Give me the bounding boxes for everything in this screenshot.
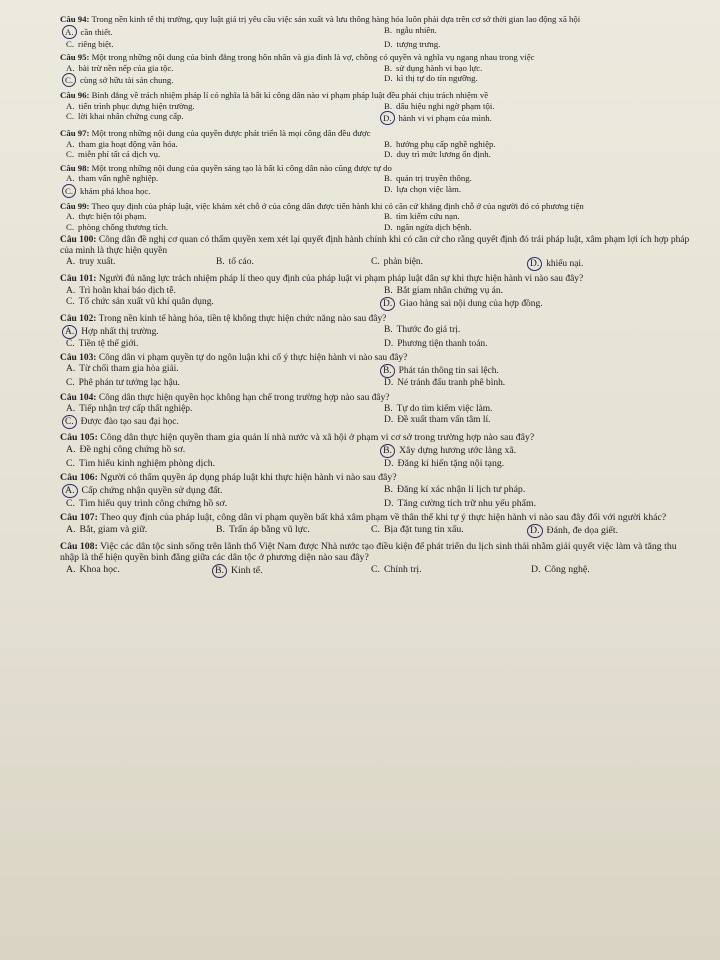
question-number: Câu 97: <box>60 128 90 138</box>
option-letter: B. <box>384 138 393 149</box>
answer-option[interactable] <box>60 484 378 498</box>
question-text: Một trong những nội dung của quyền sáng tạo là bất kì công dân nào cũng được tự do <box>91 162 392 173</box>
option-letter: D. <box>384 73 393 83</box>
answer-option[interactable] <box>60 211 378 222</box>
answer-option[interactable] <box>60 149 378 160</box>
circled-option-letter: C. <box>62 184 76 198</box>
answer-option[interactable] <box>525 257 696 271</box>
question-block <box>60 393 696 429</box>
option-text: kì thị tự do tín ngưỡng. <box>396 73 478 83</box>
option-text: Tăng cường tích trữ nhu yếu phẩm. <box>397 497 537 509</box>
answer-option[interactable] <box>378 297 696 311</box>
option-text: Được đào tạo sau đại học. <box>80 417 179 428</box>
option-text: Từ chối tham gia hòa giải. <box>79 364 179 375</box>
question-text: Người có thẩm quyền áp dụng pháp luật khi thực hiện hành vi nào sau đây? <box>100 472 397 484</box>
answer-option[interactable] <box>60 39 378 50</box>
answer-option[interactable] <box>365 257 525 271</box>
circled-option-letter: C. <box>62 73 76 87</box>
answer-option[interactable] <box>378 111 696 125</box>
answer-options <box>60 257 696 271</box>
option-letter: A. <box>66 62 75 73</box>
question-block <box>60 472 696 509</box>
answer-option[interactable] <box>378 325 696 339</box>
question-number: Câu 108: <box>60 540 98 552</box>
answer-option[interactable] <box>378 484 696 498</box>
option-text: Kinh tế. <box>230 564 263 576</box>
question-stem <box>60 353 696 364</box>
option-text: duy trì mức lương ổn định. <box>396 149 491 159</box>
option-letter: A. <box>66 100 75 111</box>
option-letter: A. <box>66 443 76 455</box>
answer-option[interactable] <box>60 63 378 74</box>
question-text: Công dân thực hiện quyền học không hạn chế trong trường hợp nào sau đây? <box>98 392 390 403</box>
option-text: Tìm hiểu kinh nghiệm phòng dịch. <box>78 457 216 469</box>
option-letter: B. <box>216 257 225 268</box>
answer-option[interactable] <box>525 564 696 578</box>
option-letter: D. <box>384 38 393 49</box>
answer-options <box>60 139 696 160</box>
question-number: Câu 103: <box>60 353 97 364</box>
question-text: Theo quy định của pháp luật, việc khám xét chỗ ở của công dân được tiến hành khi có căn cứ khẳng định chỗ ở của người đó có phương tiện <box>91 200 584 211</box>
question-text: Việc các dân tộc sinh sống trên lãnh thổ Việt Nam được Nhà nước tạo điều kiện để phát triển du lịch sinh thái nhằm giải quyết việc làm và tăng thu nhập là thể hiện quyền bình đẳng giữa các dân tộc ở phương diện nào sau đây? <box>60 540 677 564</box>
option-text: Trì hoãn khai báo dịch tễ. <box>79 285 176 296</box>
question-number: Câu 105: <box>60 432 98 444</box>
option-text: khám phá khoa học. <box>80 185 151 196</box>
circled-option-letter: D. <box>527 524 543 538</box>
option-text: hưởng phụ cấp nghề nghiệp. <box>396 138 496 149</box>
option-letter: A. <box>66 173 75 183</box>
answer-options <box>60 404 696 429</box>
answer-option[interactable] <box>378 173 696 184</box>
option-letter: D. <box>531 563 541 575</box>
option-letter: B. <box>384 325 393 336</box>
option-text: lời khai nhân chứng cung cấp. <box>78 111 184 121</box>
answer-option[interactable] <box>378 25 696 39</box>
circled-option-letter: A. <box>62 484 78 498</box>
question-stem <box>60 432 696 444</box>
option-letter: C. <box>371 563 380 575</box>
answer-option[interactable] <box>60 286 378 297</box>
circled-option-letter: D. <box>527 257 542 271</box>
option-letter: A. <box>66 257 76 268</box>
question-block <box>60 512 696 538</box>
option-text: Tiền tệ thế giới. <box>78 339 139 350</box>
answer-option[interactable] <box>378 149 696 160</box>
option-letter: D. <box>384 457 394 469</box>
answer-option[interactable] <box>378 444 696 458</box>
question-text: Một trong những nội dung của bình đẳng trong hôn nhân và gia đình là vợ, chồng có quyền và nghĩa vụ ngang nhau trong việc <box>91 52 535 62</box>
option-text: cần thiết. <box>80 26 113 37</box>
question-stem <box>60 90 696 101</box>
option-text: tham gia hoạt động văn hóa. <box>78 138 178 149</box>
question-number: Câu 96: <box>60 90 90 100</box>
option-text: tiến trình phục dựng hiện trường. <box>78 100 195 111</box>
answer-option[interactable] <box>210 564 365 578</box>
option-letter: C. <box>66 497 75 509</box>
answer-option[interactable] <box>60 101 378 112</box>
question-block <box>60 201 696 233</box>
option-text: Đăng kí hiến tặng nội tạng. <box>397 457 505 469</box>
question-number: Câu 100: <box>60 235 97 245</box>
question-block <box>60 353 696 389</box>
option-letter: C. <box>371 257 380 268</box>
option-text: Bắt giam nhân chứng vụ án. <box>396 285 503 296</box>
option-text: Hợp nhất thị trường. <box>81 327 159 338</box>
answer-option[interactable] <box>378 222 696 233</box>
option-letter: C. <box>66 38 75 49</box>
option-letter: C. <box>66 221 75 232</box>
answer-option[interactable] <box>60 498 378 510</box>
answer-option[interactable] <box>60 73 378 87</box>
option-letter: A. <box>66 523 76 535</box>
answer-options <box>60 564 696 578</box>
answer-option[interactable] <box>60 222 378 233</box>
answer-option[interactable] <box>378 498 696 510</box>
option-letter: D. <box>384 183 393 194</box>
option-text: thực hiện tội phạm. <box>78 211 147 221</box>
answer-options <box>60 286 696 311</box>
option-letter: B. <box>384 483 393 495</box>
question-number: Câu 107: <box>60 512 98 524</box>
question-text: Một trong những nội dung của quyền được phát triển là mọi công dân đều được <box>91 128 371 138</box>
question-stem <box>60 163 696 174</box>
answer-option[interactable] <box>60 257 210 271</box>
option-text: Tiếp nhận trợ cấp thất nghiệp. <box>79 403 193 414</box>
question-block <box>60 314 696 350</box>
option-letter: D. <box>384 221 393 232</box>
question-stem <box>60 14 696 25</box>
circled-option-letter: D. <box>380 297 395 311</box>
option-letter: A. <box>66 138 75 149</box>
circled-option-letter: C. <box>62 415 77 429</box>
question-block <box>60 90 696 125</box>
question-block <box>60 163 696 198</box>
option-letter: C. <box>66 339 75 350</box>
circled-option-letter: A. <box>62 25 77 39</box>
option-text: Chính trị. <box>383 563 422 575</box>
option-letter: A. <box>66 403 76 414</box>
answer-option[interactable] <box>60 524 210 538</box>
option-text: Phát tán thông tin sai lệch. <box>398 366 499 377</box>
question-number: Câu 94: <box>60 14 90 24</box>
option-text: Cấp chứng nhận quyền sử dụng đất. <box>81 484 223 496</box>
option-text: tham vấn nghề nghiệp. <box>78 173 159 183</box>
option-text: Tự do tìm kiếm việc làm. <box>396 403 493 414</box>
answer-option[interactable] <box>525 524 696 538</box>
answer-option[interactable] <box>60 325 378 339</box>
circled-option-letter: B. <box>380 364 395 378</box>
question-stem <box>60 52 696 63</box>
option-letter: C. <box>66 111 75 121</box>
question-block <box>60 432 696 469</box>
question-text: Công dân thực hiện quyền tham gia quản lí nhà nước và xã hội ở phạm vi cơ sở trong trường hợp nào sau đây? <box>100 432 535 444</box>
question-block <box>60 541 696 578</box>
option-letter: B. <box>384 62 393 73</box>
question-number: Câu 99: <box>60 200 90 211</box>
answer-option[interactable] <box>60 564 210 578</box>
question-block <box>60 14 696 49</box>
option-text: Khoa học. <box>79 563 120 575</box>
option-letter: C. <box>371 523 380 535</box>
answer-option[interactable] <box>378 139 696 150</box>
question-stem <box>60 235 696 257</box>
option-letter: A. <box>66 211 75 221</box>
answer-option[interactable] <box>60 415 378 429</box>
option-text: Thước đo giá trị. <box>396 325 461 336</box>
option-text: phản biện. <box>383 257 423 268</box>
option-text: Phê phán tư tưởng lạc hậu. <box>78 378 180 389</box>
question-text: Trong nền kinh tế hàng hóa, tiền tệ không thực hiện chức năng nào sau đây? <box>98 313 387 324</box>
question-text: Theo quy định của pháp luật, công dân vi phạm quyền bất khả xâm phạm về thân thể khi tự ý thực hiện hành vi nào sau đây đối với người khác? <box>100 512 667 524</box>
answer-option[interactable] <box>60 173 378 184</box>
option-text: phòng chống thương tích. <box>78 221 169 232</box>
option-letter: B. <box>216 523 225 535</box>
option-letter: D. <box>384 378 394 389</box>
question-block <box>60 128 696 160</box>
answer-option[interactable] <box>378 458 696 470</box>
option-text: Xây dựng hương ước làng xã. <box>398 444 517 456</box>
answer-option[interactable] <box>60 25 378 39</box>
question-number: Câu 101: <box>60 274 97 285</box>
answer-option[interactable] <box>378 415 696 429</box>
option-text: tố cáo. <box>228 257 254 268</box>
option-letter: B. <box>384 285 393 296</box>
answer-option[interactable] <box>378 101 696 112</box>
option-text: tượng trưng. <box>396 38 441 49</box>
option-text: dấu hiệu nghi ngờ phạm tội. <box>396 100 495 111</box>
answer-options <box>60 25 696 50</box>
answer-option[interactable] <box>60 139 378 150</box>
answer-option[interactable] <box>378 184 696 198</box>
answer-options <box>60 484 696 510</box>
option-text: Phương tiện thanh toán. <box>397 339 488 350</box>
option-letter: D. <box>384 415 394 426</box>
answer-option[interactable] <box>60 297 378 311</box>
question-number: Câu 95: <box>60 52 90 62</box>
answer-option[interactable] <box>60 364 378 378</box>
option-text: Công nghệ. <box>544 563 590 575</box>
question-number: Câu 104: <box>60 392 97 403</box>
option-text: quản trị truyền thông. <box>396 173 472 183</box>
answer-option[interactable] <box>378 39 696 50</box>
answer-options <box>60 524 696 538</box>
circled-option-letter: D. <box>380 111 395 125</box>
question-text: Bình đẳng về trách nhiệm pháp lí có nghĩa là bất kì công dân nào vi phạm pháp luật đều phải chịu trách nhiệm về <box>91 90 489 100</box>
option-text: Trấn áp bằng vũ lực. <box>228 523 310 535</box>
answer-option[interactable] <box>378 63 696 74</box>
option-text: ngẫu nhiên. <box>396 24 437 35</box>
answer-option[interactable] <box>60 339 378 350</box>
option-text: hành vi vi phạm của mình. <box>398 113 492 123</box>
option-letter: A. <box>66 364 76 375</box>
option-text: miễn phí tất cả dịch vụ. <box>78 149 161 159</box>
question-stem <box>60 274 696 285</box>
option-text: Tìm hiểu quy trình công chứng hồ sơ. <box>78 497 228 509</box>
answer-option[interactable] <box>378 339 696 350</box>
option-letter: D. <box>384 497 394 509</box>
answer-option[interactable] <box>60 444 378 458</box>
option-text: tìm kiếm cứu nạn. <box>396 211 460 221</box>
option-letter: B. <box>384 24 393 35</box>
question-text: Công dân đề nghị cơ quan có thẩm quyền xem xét lại quyết định hành chính khi có căn cứ cho rằng quyết định đó trái pháp luật, xâm phạm lợi ích hợp pháp của mình là thực hiện quyền <box>60 235 690 257</box>
option-text: Giao hàng sai nội dung của hợp đồng. <box>399 298 543 309</box>
option-text: ngăn ngừa dịch bệnh. <box>396 221 472 232</box>
answer-option[interactable] <box>378 364 696 378</box>
answer-option[interactable] <box>210 524 365 538</box>
option-text: Đánh, đe dọa giết. <box>546 524 619 536</box>
question-number: Câu 102: <box>60 313 97 324</box>
option-text: Bắt, giam và giữ. <box>79 523 148 535</box>
answer-options <box>60 211 696 232</box>
question-number: Câu 98: <box>60 162 90 173</box>
answer-option[interactable] <box>378 211 696 222</box>
question-stem <box>60 201 696 212</box>
option-text: sử dụng hành vi bạo lực. <box>396 62 483 73</box>
option-letter: C. <box>66 378 75 389</box>
question-stem <box>60 393 696 404</box>
answer-options <box>60 444 696 470</box>
question-stem <box>60 128 696 139</box>
option-text: cùng sở hữu tài sản chung. <box>80 75 174 85</box>
question-block <box>60 52 696 87</box>
answer-option[interactable] <box>365 524 525 538</box>
answer-options <box>60 63 696 88</box>
option-letter: A. <box>66 285 76 296</box>
question-text: Người đủ năng lực trách nhiệm pháp lí theo quy định của pháp luật vi phạm pháp luật dân sự khi thực hiện hành vi nào sau đây? <box>98 274 584 285</box>
option-text: Bịa đặt tung tin xấu. <box>383 523 464 535</box>
question-block <box>60 235 696 271</box>
option-text: truy xuất. <box>79 257 116 268</box>
option-text: Tổ chức sản xuất vũ khí quân dụng. <box>78 296 214 307</box>
option-text: lựa chọn việc làm. <box>396 183 462 194</box>
answer-option[interactable] <box>378 286 696 297</box>
option-letter: C. <box>66 296 75 307</box>
option-text: Đăng kí xác nhận lí lịch tư pháp. <box>396 483 526 495</box>
question-number: Câu 106: <box>60 472 98 484</box>
option-text: khiếu nại. <box>546 259 584 270</box>
option-letter: B. <box>384 211 393 221</box>
option-text: bài trừ nền nếp của gia tộc. <box>78 62 174 73</box>
circled-option-letter: A. <box>62 325 77 339</box>
question-stem <box>60 314 696 325</box>
answer-options <box>60 101 696 126</box>
option-letter: C. <box>66 457 75 469</box>
option-letter: B. <box>384 403 393 414</box>
question-text: Công dân vi phạm quyền tự do ngôn luận khi cố ý thực hiện hành vi nào sau đây? <box>98 353 408 364</box>
option-letter: D. <box>384 339 394 350</box>
answer-option[interactable] <box>60 111 378 125</box>
answer-option[interactable] <box>60 458 378 470</box>
option-letter: B. <box>384 100 393 111</box>
answer-option[interactable] <box>60 184 378 198</box>
question-stem <box>60 512 696 524</box>
answer-option[interactable] <box>60 404 378 415</box>
question-stem <box>60 472 696 484</box>
circled-option-letter: B. <box>380 444 395 458</box>
option-letter: B. <box>384 173 393 183</box>
option-letter: C. <box>66 149 75 159</box>
circled-option-letter: B. <box>212 564 227 578</box>
answer-option[interactable] <box>210 257 365 271</box>
option-letter: D. <box>384 149 393 159</box>
answer-option[interactable] <box>378 73 696 87</box>
option-letter: A. <box>66 563 76 575</box>
option-text: Đề nghị công chứng hồ sơ. <box>79 443 186 455</box>
question-stem <box>60 541 696 564</box>
answer-options <box>60 325 696 350</box>
question-text: Trong nền kinh tế thị trường, quy luật giá trị yêu cầu việc sản xuất và lưu thông hàng hóa luôn phải dựa trên cơ sở thời gian lao động xã hội <box>91 14 581 24</box>
answer-option[interactable] <box>365 564 525 578</box>
answer-options <box>60 173 696 198</box>
option-text: Đề xuất tham vấn tâm lí. <box>397 415 491 426</box>
option-text: Né tránh đấu tranh phê bình. <box>397 378 506 389</box>
question-gap <box>60 578 696 581</box>
answer-option[interactable] <box>378 378 696 389</box>
question-block <box>60 274 696 310</box>
answer-options <box>60 364 696 389</box>
answer-option[interactable] <box>378 404 696 415</box>
answer-option[interactable] <box>60 378 378 389</box>
option-text: riêng biệt. <box>78 38 114 49</box>
